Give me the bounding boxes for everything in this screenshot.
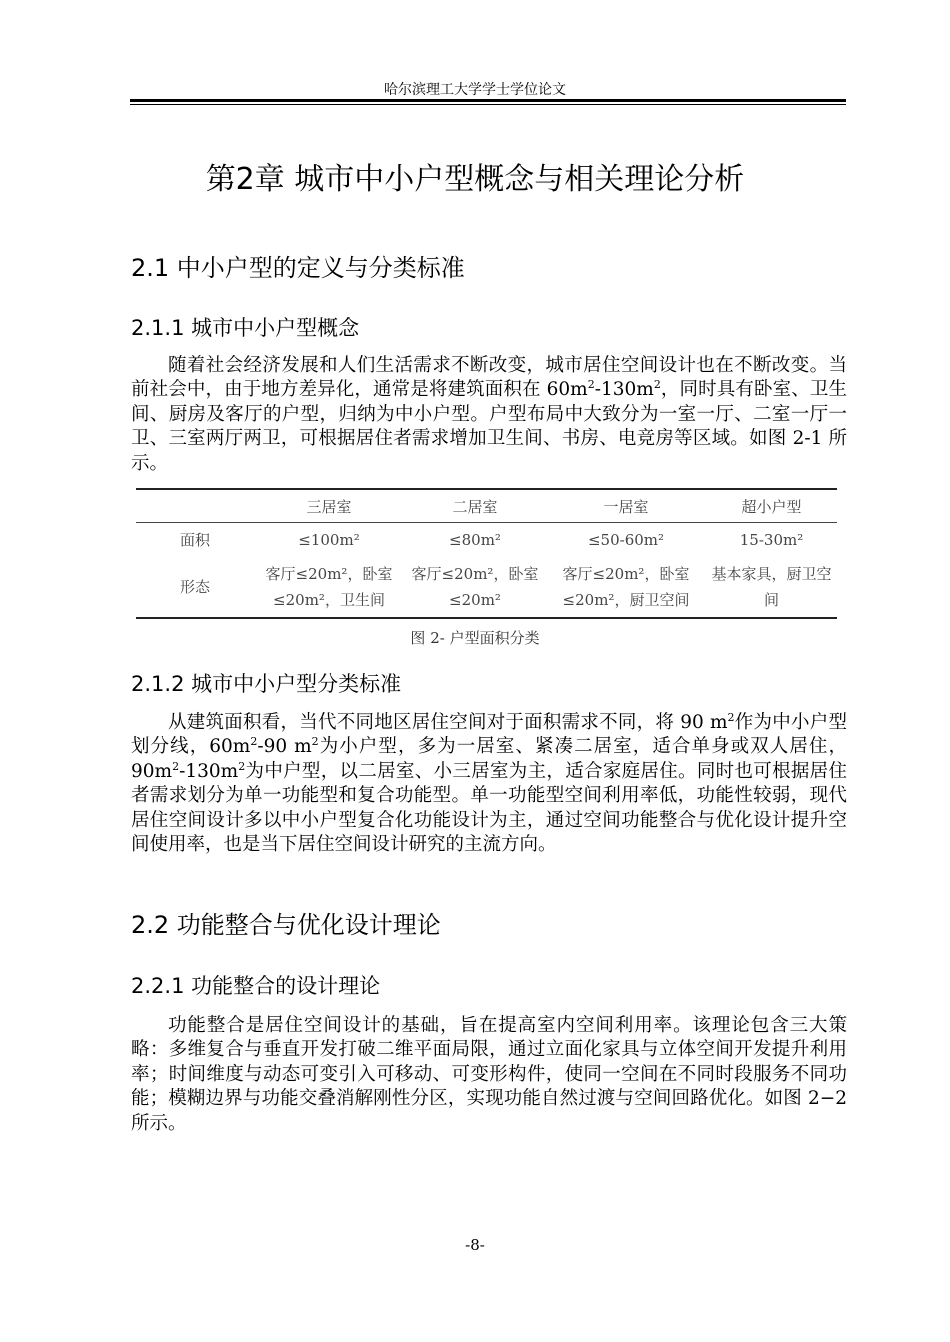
figure-caption: 图 2- 户型面积分类 [410,629,540,647]
table-cell: ≤50-60m² [587,531,665,549]
section-2-1-1-heading: 2.1.1 城市中小户型概念 [131,316,360,340]
table-header-cell: 三居室 [254,489,404,523]
table-row [136,557,837,618]
paragraph-2-1-2: 从建筑面积看，当代不同地区居住空间对于面积需求不同，将 90 $m^2$作为中小户型划分线，$60m^2-90$ $m^2$为小户型，多为一居室、紧凑二居室，适合单身或双人居住，$90m^2-130m^2$为中户型，以二居室、小三居室为主，适合家庭居住。同时也可根据居住者需求划分为单一功能型和复合功能型。单一功能型空间利用率低，功能性较弱，现代居住空间设计多以中小户型复合化功能设计为主，通过空间功能整合与优化设计提升空间使用率，也是当下居住空间设计研究的主流方向。 [131,710,847,856]
table-cell: 基本家具，厨卫空间 [706,557,837,618]
table-cell: ≤80m² [449,531,501,549]
table-cell: 客厅≤20m²，卧室≤20m²，厨卫空间 [546,557,706,618]
table-header-cell: 二居室 [404,489,546,523]
table-header-cell: 超小户型 [706,489,837,523]
section-2-2-1-heading: 2.2.1 功能整合的设计理论 [131,974,381,998]
running-header: 哈尔滨理工大学学士学位论文 [384,82,566,98]
table-cell: 客厅≤20m²，卧室≤20m² [404,557,546,618]
table-header-cell [136,489,254,523]
section-2-2-heading: 2.2 功能整合与优化设计理论 [131,911,441,939]
table-cell: ≤100m² [298,531,360,549]
header-rule-thick [130,99,846,102]
header-rule-thin [130,104,846,105]
paragraph-2-1-1: 随着社会经济发展和人们生活需求不断改变，城市居住空间设计也在不断改变。当前社会中，由于地方差异化，通常是将建筑面积在 $60m^2-130m^2$，同时具有卧室、卫生间、厨房及客厅的户型，归纳为中小户型。户型布局中大致分为一室一厅、二室一厅一卫、三室两厅两卫，可根据居住者需求增加卫生间、书房、电竞房等区域。如图 2-1 所示。 [131,355,847,474]
unit-area-table [136,488,837,619]
table-row [136,523,837,558]
chapter-title: 第2章 城市中小户型概念与相关理论分析 [205,162,745,197]
table-header-cell: 一居室 [546,489,706,523]
table-header-row [136,489,837,523]
table-cell: 面积 [179,531,210,549]
table-cell: 15-30m² [739,531,804,549]
table-cell: 形态 [136,557,254,618]
section-2-1-2-heading: 2.1.2 城市中小户型分类标准 [131,672,402,696]
paragraph-2-2-1: 功能整合是居住空间设计的基础，旨在提高室内空间利用率。该理论包含三大策略：多维复合与垂直开发打破二维平面局限，通过立面化家具与立体空间开发提升利用率；时间维度与动态可变引入可移动、可变形构件，使同一空间在不同时段服务不同功能；模糊边界与功能交叠消解刚性分区，实现功能自然过渡与空间回路优化。如图 2−2 所示。 [131,1015,847,1134]
section-2-1-heading: 2.1 中小户型的定义与分类标准 [131,254,465,282]
table-cell: 客厅≤20m²，卧室≤20m²，卫生间 [254,557,404,618]
page-number: -8- [465,1236,485,1254]
